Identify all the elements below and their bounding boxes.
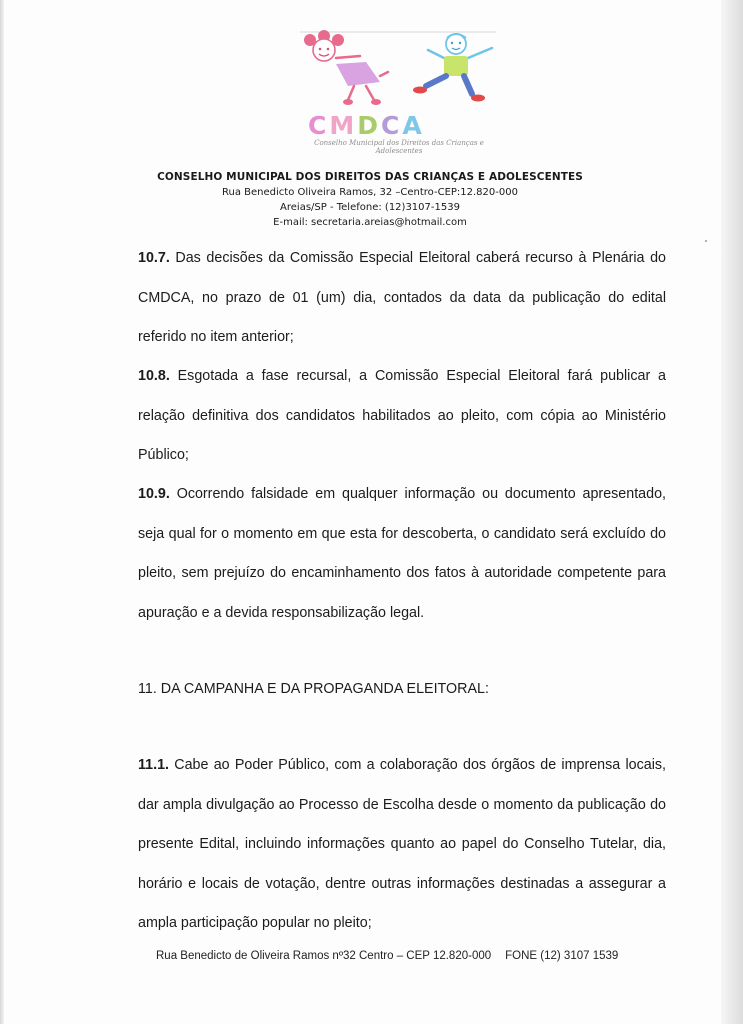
item-text: Esgotada a fase recursal, a Comissão Especial Eleitoral fará publicar a relação definitiva dos candidatos habilitados ao pleito, com cópia ao Ministério Público; bbox=[138, 368, 666, 463]
logo-letter: D bbox=[357, 111, 382, 140]
logo-letter: C bbox=[381, 111, 403, 140]
scan-edge-right bbox=[721, 0, 743, 1024]
scan-speck bbox=[705, 240, 707, 242]
page-footer bbox=[156, 948, 666, 964]
girl-figure bbox=[304, 30, 388, 105]
logo-letter: A bbox=[402, 111, 425, 140]
header-city-phone: Areias/SP - Telefone: (12)3107-1539 bbox=[280, 202, 460, 213]
item-10-8 bbox=[138, 357, 666, 476]
footer-phone: FONE (12) 3107 1539 bbox=[505, 950, 619, 962]
section-heading: 11. DA CAMPANHA E DA PROPAGANDA ELEITORAL: bbox=[138, 681, 489, 697]
header-email: E-mail: secretaria.areias@hotmail.com bbox=[273, 217, 467, 228]
item-10-9 bbox=[138, 475, 666, 633]
item-text: Ocorrendo falsidade em qualquer informação ou documento apresentado, seja qual for o momento em que esta for descoberta, o candidato será excluído do pleito, sem prejuízo do encaminhamento dos fatos à autoridade competente para apuração e a devida responsabilização legal. bbox=[138, 486, 666, 621]
logo-letter: C bbox=[308, 111, 330, 140]
children-illustration bbox=[296, 24, 500, 114]
item-number: 10.9. bbox=[138, 486, 170, 502]
item-number: 10.8. bbox=[138, 368, 170, 384]
header-address: Rua Benedicto Oliveira Ramos, 32 –Centro-CEP:12.820-000 bbox=[222, 187, 518, 198]
footer-address: Rua Benedicto de Oliveira Ramos nº32 Centro – CEP 12.820-000 bbox=[156, 950, 492, 962]
item-11-1 bbox=[138, 746, 666, 944]
item-number: 10.7. bbox=[138, 250, 170, 266]
cmdca-wordmark bbox=[308, 112, 425, 140]
org-name: CONSELHO MUNICIPAL DOS DIREITOS DAS CRIANÇAS E ADOLESCENTES bbox=[157, 171, 583, 183]
item-10-7 bbox=[138, 239, 666, 358]
scan-edge-left bbox=[0, 0, 4, 1024]
item-text: Das decisões da Comissão Especial Eleitoral caberá recurso à Plenária do CMDCA, no prazo de 01 (um) dia, contados da data da publicação do edital referido no item anterior; bbox=[138, 250, 666, 345]
item-number: 11.1. bbox=[138, 757, 170, 773]
logo-letter: M bbox=[329, 111, 358, 140]
item-text: Cabe ao Poder Público, com a colaboração dos órgãos de imprensa locais, dar ampla divulgação ao Processo de Escolha desde o momento da publicação do presente Edital, incluindo informações quanto ao papel do Conselho Tutelar, dia, horário e locais de votação, dentre outras informações destinadas a assegurar a ampla participação popular no pleito; bbox=[138, 757, 666, 931]
logo-subtitle: Conselho Municipal dos Direitos das Crianças e Adolescentes bbox=[314, 139, 484, 155]
boy-figure bbox=[413, 34, 492, 102]
cmdca-logo bbox=[296, 24, 500, 164]
letterhead bbox=[150, 170, 590, 230]
